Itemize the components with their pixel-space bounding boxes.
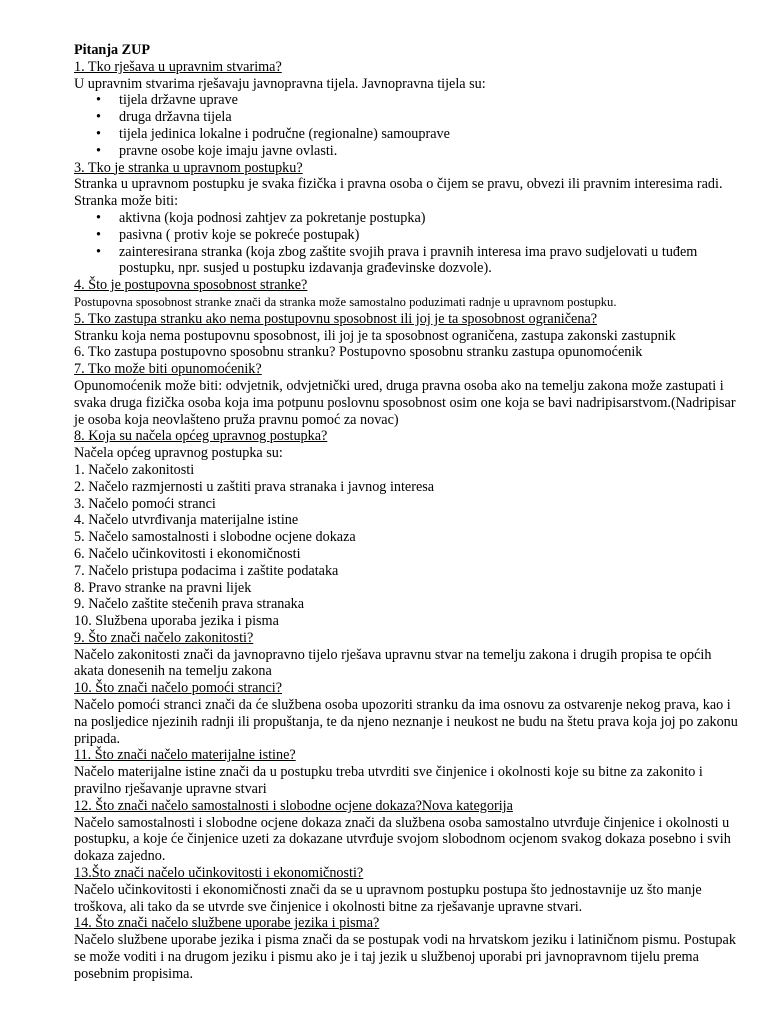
answer-text: Načelo pomoći stranci znači da će službena osoba upozoriti stranku da ima osnovu za ostvarenje nekog prava, kao i na posljedice njezinih radnji ili propuštanja, te da njeno neznanje i neukost ne budu na štetu prava koja joj po zakonu pripada. bbox=[74, 697, 738, 747]
question-heading: 9. Što znači načelo zakonitosti? bbox=[74, 629, 254, 646]
bullet-icon: • bbox=[96, 226, 101, 243]
question-heading: 1. Tko rješava u upravnim stvarima? bbox=[74, 58, 282, 75]
answer-text: Načelo zakonitosti znači da javnopravno tijelo rješava upravnu stvar na temelju zakona i drugih propisa te općih akata donesenih na temelju zakona bbox=[74, 646, 712, 680]
section-q4 bbox=[74, 277, 738, 311]
question-heading: 11. Što znači načelo materijalne istine? bbox=[74, 747, 296, 764]
section-q12 bbox=[74, 798, 738, 865]
section-q6: 6. Tko zastupa postupovno sposobnu stranku? Postupovno sposobnu stranku zastupa opunomoćenik bbox=[74, 344, 643, 361]
section-intro: U upravnim stvarima rješavaju javnopravna tijela. Javnopravna tijela su: bbox=[74, 75, 486, 92]
section-q11 bbox=[74, 747, 738, 797]
answer-text: Postupovna sposobnost stranke znači da stranka može samostalno poduzimati radnje u upravnom postupku. bbox=[74, 294, 617, 309]
section-q1 bbox=[74, 59, 738, 160]
list-item: • zainteresirana stranka (koja zbog zaštite svojih prava i pravnih interesa ima pravo sudjelovati u tuđem postupku, npr. susjed u postupku izdavanja građevinske dozvole). bbox=[96, 243, 698, 277]
list-item: • tijela državne uprave bbox=[96, 92, 238, 109]
bullet-list bbox=[74, 210, 738, 277]
question-heading: 4. Što je postupovna sposobnost stranke? bbox=[74, 277, 308, 294]
question-heading: 10. Što znači načelo pomoći stranci? bbox=[74, 680, 283, 697]
question-heading: 12. Što znači načelo samostalnosti i slobodne ocjene dokaza?Nova kategorija bbox=[74, 797, 513, 814]
section-q14 bbox=[74, 915, 738, 982]
section-q5 bbox=[74, 311, 738, 345]
answer-text: Načelo učinkovitosti i ekonomičnosti znači da se u upravnom postupku postupa što jednostavnije uz što manje troškova, ali tako da se utvrde sve činjenice i okolnosti bitne za rješavanje upravne stvari. bbox=[74, 881, 702, 915]
section-q10 bbox=[74, 680, 738, 747]
section-q9 bbox=[74, 630, 738, 680]
section-q13 bbox=[74, 865, 738, 915]
bullet-icon: • bbox=[96, 125, 101, 142]
section-q7 bbox=[74, 361, 738, 428]
bullet-list bbox=[74, 92, 738, 159]
question-heading: 3. Tko je stranka u upravnom postupku? bbox=[74, 159, 303, 176]
section-intro: Načela općeg upravnog postupka su: bbox=[74, 445, 283, 462]
answer-text: Načelo samostalnosti i slobodne ocjene dokaza znači da službena osoba samostalno utvrđuje činjenice i okolnosti u postupku, a koje će činjenice uzeti za dokazane utvrđuje svojom slobodnom ocjenom svakog dokaza posebno i svih dokaza zajedno. bbox=[74, 814, 731, 865]
section-intro: Stranka u upravnom postupku je svaka fizička i pravna osoba o čijem se pravu, obvezi ili pravnim interesima radi. Stranka može biti: bbox=[74, 176, 723, 210]
list-item: • druga državna tijela bbox=[96, 109, 232, 126]
question-heading: 7. Tko može biti opunomoćenik? bbox=[74, 361, 262, 378]
principle-item: 2. Načelo razmjernosti u zaštiti prava stranaka i javnog interesa bbox=[74, 478, 435, 495]
question-heading: 13.Što znači načelo učinkovitosti i ekonomičnosti? bbox=[74, 865, 364, 882]
list-item: • pravne osobe koje imaju javne ovlasti. bbox=[96, 142, 338, 159]
principle-item: 9. Načelo zaštite stečenih prava stranaka bbox=[74, 596, 305, 613]
list-item: • aktivna (koja podnosi zahtjev za pokretanje postupka) bbox=[96, 209, 426, 226]
bullet-icon: • bbox=[96, 243, 101, 260]
list-item: • pasivna ( protiv koje se pokreće postupak) bbox=[96, 226, 360, 243]
principle-item: 6. Načelo učinkovitosti i ekonomičnosti bbox=[74, 545, 301, 562]
principle-item: 5. Načelo samostalnosti i slobodne ocjene dokaza bbox=[74, 529, 356, 546]
principle-item: 3. Načelo pomoći stranci bbox=[74, 495, 216, 512]
answer-text: Stranku koja nema postupovnu sposobnost, ili joj je ta sposobnost ograničena, zastupa zakonski zastupnik bbox=[74, 327, 676, 344]
principle-item: 8. Pravo stranke na pravni lijek bbox=[74, 579, 252, 596]
answer-text: Načelo materijalne istine znači da u postupku treba utvrditi sve činjenice i okolnosti koje su bitne za zakonito i pravilno rješavanje upravne stvari bbox=[74, 764, 703, 798]
bullet-icon: • bbox=[96, 209, 101, 226]
bullet-icon: • bbox=[96, 109, 101, 126]
principle-item: 7. Načelo pristupa podacima i zaštite podataka bbox=[74, 562, 339, 579]
answer-text: Načelo službene uporabe jezika i pisma znači da se postupak vodi na hrvatskom jeziku i latiničnom pismu. Postupak se može voditi i na drugom jeziku i pismu ako je i taj jezik u službenoj uporabi pri javnopravnom tijelu prema posebnim propisima. bbox=[74, 932, 736, 982]
principle-item: 4. Načelo utvrđivanja materijalne istine bbox=[74, 512, 299, 529]
document-title: Pitanja ZUP bbox=[74, 42, 151, 58]
section-q3 bbox=[74, 160, 738, 278]
principle-item: 10. Službena uporaba jezika i pisma bbox=[74, 613, 279, 630]
question-heading: 14. Što znači načelo službene uporabe jezika i pisma? bbox=[74, 915, 380, 932]
principle-item: 1. Načelo zakonitosti bbox=[74, 461, 195, 478]
answer-text: Opunomoćenik može biti: odvjetnik, odvjetnički ured, druga pravna osoba ako na temelju zakona može zastupati i svaka druga fizička osoba koja ima potpunu poslovnu sposobnost osim one koja se bavi nadripisarstvom.(Nadripisar je osoba koja neovlašteno pruža pravnu pomoć za novac) bbox=[74, 377, 736, 428]
list-item: • tijela jedinica lokalne i područne (regionalne) samouprave bbox=[96, 125, 450, 142]
bullet-icon: • bbox=[96, 92, 101, 109]
section-q8 bbox=[74, 428, 738, 630]
question-heading: 5. Tko zastupa stranku ako nema postupovnu sposobnost ili joj je ta sposobnost ograničena? bbox=[74, 310, 598, 327]
bullet-icon: • bbox=[96, 142, 101, 159]
question-heading: 8. Koja su načela općeg upravnog postupka? bbox=[74, 428, 328, 445]
